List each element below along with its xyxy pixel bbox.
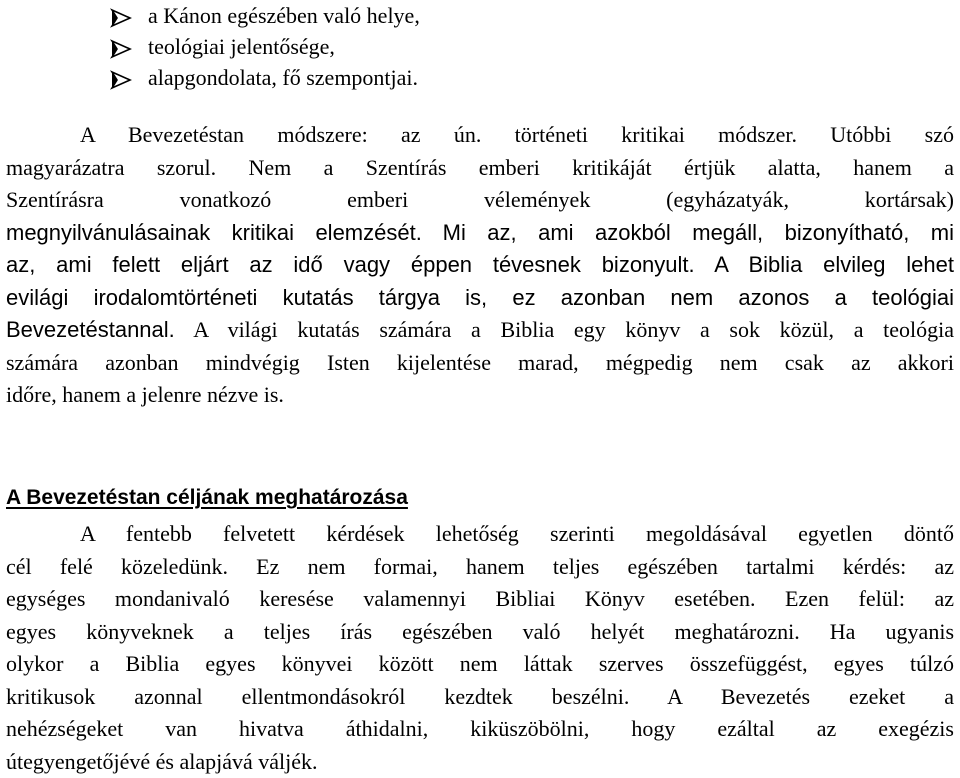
text-line: evilági irodalomtörténeti kutatás tárgya is, ez azonban nem azonos a teológiai [6, 282, 954, 315]
text-line: magyarázatra szorul. Nem a Szentírás emberi kritikáját értjük alatta, hanem a [6, 152, 954, 185]
list-item-text: a Kánon egészében való helye, [148, 3, 420, 28]
list-item [110, 0, 420, 31]
text-line: cél felé közeledünk. Ez nem formai, hanem teljes egészében tartalmi kérdés: az [6, 551, 954, 584]
section-heading: A Bevezetéstan céljának meghatározása [6, 483, 408, 513]
list-item [110, 62, 420, 93]
text-line: A Bevezetéstan módszere: az ún. történeti kritikai módszer. Utóbbi szó [6, 119, 954, 152]
text-line: olykor a Biblia egyes könyvei között nem láttak szerves összefüggést, egyes túlzó [6, 648, 954, 681]
text-segment: az, ami felett eljárt az idő vagy éppen tévesnek bizonyult. [6, 252, 695, 277]
arrow-bullet-icon [110, 70, 148, 90]
list-item-text: teológiai jelentősége, [148, 34, 335, 59]
text-line [6, 314, 954, 347]
text-line [6, 249, 954, 282]
arrow-bullet-icon [110, 8, 148, 28]
text-line: egységes mondanivaló keresése valamennyi Bibliai Könyv esetében. Ezen felül: az [6, 583, 954, 616]
text-segment: A Biblia elvileg lehet [714, 252, 954, 277]
text-line: A fentebb felvetett kérdések lehetőség szerinti megoldásával egyetlen döntő [6, 518, 954, 551]
text-line: útegyengetőjévé és alapjává váljék. [6, 746, 954, 778]
text-segment: Mi az, ami azokból megáll, bizonyítható, mi [443, 220, 954, 245]
text-segment: Bevezetéstannal. [6, 317, 175, 342]
paragraph-goal [6, 518, 954, 778]
list-item-text: alapgondolata, fő szempontjai. [148, 65, 418, 90]
text-line [6, 217, 954, 250]
bullet-list [110, 0, 420, 93]
text-line: kritikusok azonnal ellentmondásokról kezdtek beszélni. A Bevezetés ezeket a [6, 681, 954, 714]
text-line: Szentírásra vonatkozó emberi vélemények (egyházatyák, kortársak) [6, 184, 954, 217]
text-line: időre, hanem a jelenre nézve is. [6, 379, 954, 412]
text-line: nehézségeket van hivatva áthidalni, kiküszöbölni, hogy ezáltal az exegézis [6, 713, 954, 746]
text-segment: A világi kutatás számára a Biblia egy könyv a sok közül, a teológia [193, 317, 954, 342]
list-item [110, 31, 420, 62]
arrow-bullet-icon [110, 39, 148, 59]
paragraph-method [6, 119, 954, 412]
text-line: számára azonban mindvégig Isten kijelentése marad, mégpedig nem csak az akkori [6, 347, 954, 380]
text-line: egyes könyveknek a teljes írás egészében való helyét meghatározni. Ha ugyanis [6, 616, 954, 649]
text-segment: megnyilvánulásainak kritikai elemzését. [6, 220, 422, 245]
